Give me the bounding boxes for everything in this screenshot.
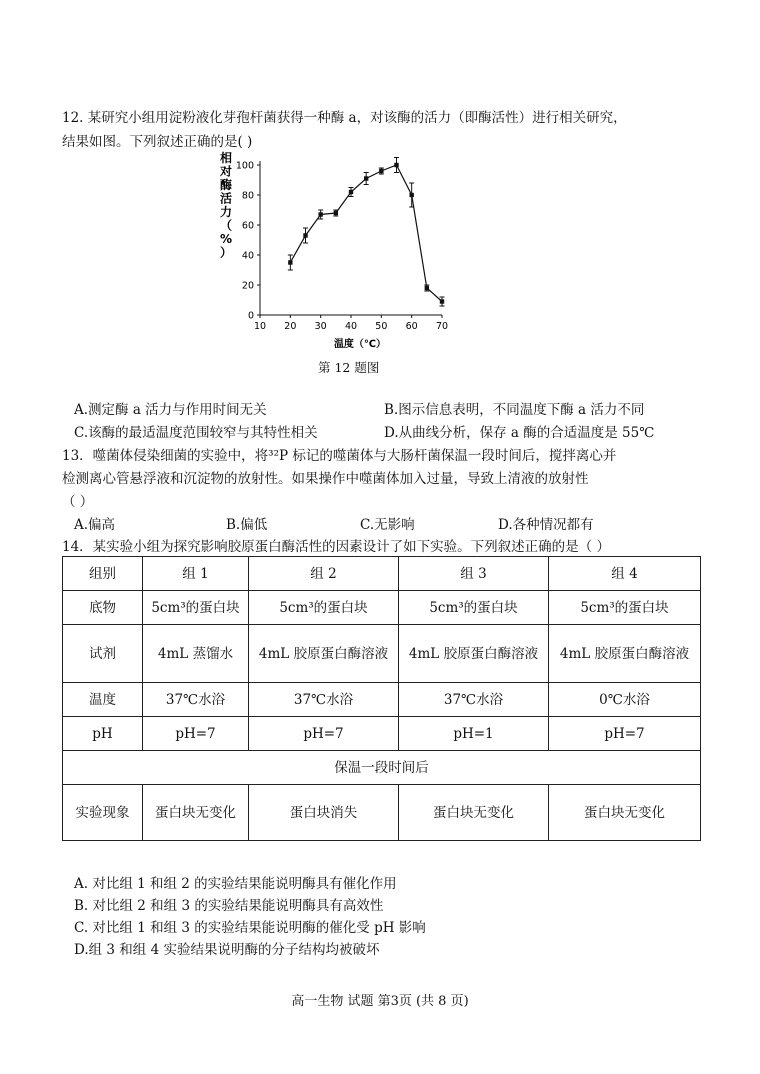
- table-cell: 5cm³的蛋白块: [249, 591, 399, 625]
- table-cell: 5cm³的蛋白块: [399, 591, 549, 625]
- q12-stem-line2: 结果如图。下列叙述正确的是( ): [62, 134, 253, 150]
- q14-option-d: D.组 3 和组 4 实验结果说明酶的分子结构均被破坏: [74, 942, 380, 958]
- table-cell: 0℃水浴: [549, 683, 701, 717]
- q12-option-d: D.从曲线分析，保存 a 酶的合适温度是 55℃: [384, 425, 655, 441]
- y-tick-label: 100: [235, 160, 254, 172]
- data-point: [318, 212, 322, 216]
- table-cell: 温度: [63, 683, 143, 717]
- q14-stem: 14．某实验小组为探究影响胶原蛋白酶活性的因素设计了如下实验。下列叙述正确的是（ ）: [62, 539, 610, 555]
- table-row-substrate: [63, 591, 701, 625]
- table-header-cell: 组 3: [399, 557, 549, 591]
- table-cell: 蛋白块消失: [249, 785, 399, 841]
- table-cell: 4mL 胶原蛋白酶溶液: [549, 625, 701, 683]
- table-row-result: [63, 785, 701, 841]
- q14-experiment-table: [62, 556, 701, 841]
- x-tick-label: 60: [405, 321, 418, 332]
- q13-option-b: B.偏低: [226, 517, 268, 533]
- q12-option-b: B.图示信息表明，不同温度下酶 a 活力不同: [384, 402, 645, 418]
- table-cell: 4mL 胶原蛋白酶溶液: [399, 625, 549, 683]
- q13-option-d: D.各种情况都有: [498, 517, 594, 533]
- q13-stem-line1: 13．噬菌体侵染细菌的实验中，将³²P 标记的噬菌体与大肠杆菌保温一段时间后，搅拌离心并: [62, 448, 617, 464]
- table-cell: 蛋白块无变化: [399, 785, 549, 841]
- data-point: [349, 190, 353, 194]
- page-footer: 高一生物 试题 第3页 (共 8 页): [291, 994, 469, 1009]
- table-header-cell: 组 4: [549, 557, 701, 591]
- y-tick-label: 40: [241, 250, 254, 262]
- y-tick-label: 20: [241, 280, 254, 292]
- table-cell: pH=1: [399, 717, 549, 751]
- data-point: [364, 176, 368, 180]
- y-axis-title: 相对酶活力（%）: [219, 151, 233, 260]
- x-tick-label: 70: [435, 321, 449, 332]
- table-cell: pH=7: [549, 717, 701, 751]
- table-header-row: [63, 557, 701, 591]
- data-point: [440, 299, 444, 303]
- q12-figure-caption: 第 12 题图: [318, 360, 380, 375]
- table-cell: 试剂: [63, 625, 143, 683]
- table-header-cell: 组 1: [143, 557, 249, 591]
- chart-ylabel: [219, 150, 232, 260]
- q12-option-a: A.测定酶 a 活力与作用时间无关: [74, 402, 267, 418]
- table-cell: 蛋白块无变化: [549, 785, 701, 841]
- q14-option-b: B. 对比组 2 和组 3 的实验结果能说明酶具有高效性: [74, 898, 384, 914]
- q13-stem-line2: 检测离心管悬浮液和沉淀物的放射性。如果操作中噬菌体加入过量，导致上清液的放射性: [62, 471, 589, 487]
- q14-option-c: C. 对比组 1 和组 3 的实验结果能说明酶的催化受 pH 影响: [74, 920, 426, 936]
- table-cell: 4mL 胶原蛋白酶溶液: [249, 625, 399, 683]
- table-header-cell: 组 2: [249, 557, 399, 591]
- table-row-incubation: [63, 751, 701, 785]
- q12-enzyme-activity-chart: [210, 150, 470, 355]
- table-cell: 5cm³的蛋白块: [143, 591, 249, 625]
- table-header-cell: 组别: [63, 557, 143, 591]
- q12-stem-line1: 12. 某研究小组用淀粉液化芽孢杆菌获得一种酶 a，对该酶的活力（即酶活性）进行相关研究，: [62, 110, 627, 126]
- table-cell: 实验现象: [63, 785, 143, 841]
- y-tick-label: 80: [241, 190, 254, 202]
- table-cell: 蛋白块无变化: [143, 785, 249, 841]
- table-row-reagent: [63, 625, 701, 683]
- y-tick-label: 0: [247, 310, 254, 322]
- series-line: [290, 165, 442, 302]
- q12-option-c: C.该酶的最适温度范围较窄与其特性相关: [74, 425, 318, 441]
- q13-option-c: C.无影响: [360, 517, 415, 533]
- q14-option-a: A. 对比组 1 和组 2 的实验结果能说明酶具有催化作用: [74, 876, 397, 892]
- table-cell: 底物: [63, 591, 143, 625]
- data-point: [394, 163, 398, 167]
- data-point: [334, 211, 338, 215]
- table-cell: 4mL 蒸馏水: [143, 625, 249, 683]
- table-span-cell: 保温一段时间后: [63, 751, 701, 785]
- x-tick-label: 50: [375, 321, 388, 332]
- data-point: [379, 169, 383, 173]
- table-row-temperature: [63, 683, 701, 717]
- table-cell: pH: [63, 717, 143, 751]
- q13-answer-bracket: （ ）: [62, 494, 94, 510]
- x-tick-label: 10: [253, 321, 267, 332]
- data-point: [425, 286, 429, 290]
- x-tick-label: 30: [314, 321, 327, 332]
- table-cell: 37℃水浴: [399, 683, 549, 717]
- table-cell: pH=7: [143, 717, 249, 751]
- table-cell: pH=7: [249, 717, 399, 751]
- y-tick-label: 60: [241, 220, 254, 232]
- data-point: [409, 193, 413, 197]
- x-tick-label: 20: [284, 321, 297, 332]
- chart-series: [288, 158, 445, 307]
- data-point: [303, 233, 307, 237]
- table-cell: 5cm³的蛋白块: [549, 591, 701, 625]
- q13-option-a: A.偏高: [74, 517, 116, 533]
- table-row-ph: [63, 717, 701, 751]
- data-point: [288, 260, 292, 264]
- table-cell: 37℃水浴: [143, 683, 249, 717]
- x-tick-label: 40: [344, 321, 358, 332]
- chart-xlabel: 温度（℃）: [333, 339, 387, 350]
- table-cell: 37℃水浴: [249, 683, 399, 717]
- chart-axes: [236, 161, 448, 333]
